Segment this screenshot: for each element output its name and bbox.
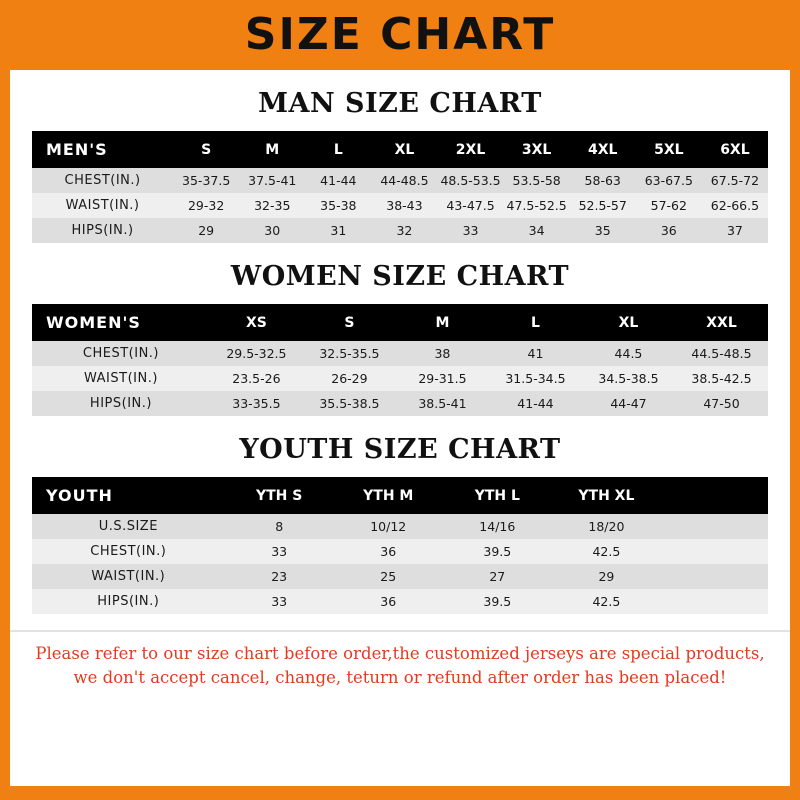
women-cell: 29-31.5 bbox=[396, 366, 489, 391]
women-cell: 38.5-41 bbox=[396, 391, 489, 416]
women-cell: 35.5-38.5 bbox=[303, 391, 396, 416]
women-cell: 47-50 bbox=[675, 391, 768, 416]
women-size-table bbox=[32, 304, 768, 416]
men-cell: 34 bbox=[504, 218, 570, 243]
men-row-label-header: MEN'S bbox=[32, 131, 173, 168]
youth-row-label: U.S.SIZE bbox=[32, 514, 225, 539]
youth-cell: 18/20 bbox=[552, 514, 661, 539]
youth-col-header: YTH L bbox=[443, 477, 552, 514]
women-col-header: S bbox=[303, 304, 396, 341]
men-cell: 32-35 bbox=[239, 193, 305, 218]
men-table-body bbox=[32, 168, 768, 243]
women-cell: 34.5-38.5 bbox=[582, 366, 675, 391]
women-cell: 38.5-42.5 bbox=[675, 366, 768, 391]
men-row-label: CHEST(IN.) bbox=[32, 168, 173, 193]
youth-cell: 36 bbox=[334, 589, 443, 614]
men-col-header: 5XL bbox=[636, 131, 702, 168]
men-cell: 37 bbox=[702, 218, 768, 243]
men-cell: 35 bbox=[570, 218, 636, 243]
men-cell: 33 bbox=[437, 218, 503, 243]
youth-col-header: YTH XL bbox=[552, 477, 661, 514]
youth-cell: 29 bbox=[552, 564, 661, 589]
table-row bbox=[32, 564, 768, 589]
youth-size-section bbox=[10, 434, 790, 614]
women-cell: 44.5-48.5 bbox=[675, 341, 768, 366]
page-title: SIZE CHART bbox=[244, 9, 556, 60]
men-cell: 29 bbox=[173, 218, 239, 243]
youth-cell-spacer bbox=[661, 589, 768, 614]
youth-cell: 14/16 bbox=[443, 514, 552, 539]
women-row-label: CHEST(IN.) bbox=[32, 341, 210, 366]
women-table-body bbox=[32, 341, 768, 416]
women-cell: 44.5 bbox=[582, 341, 675, 366]
youth-cell: 42.5 bbox=[552, 589, 661, 614]
youth-cell-spacer bbox=[661, 564, 768, 589]
women-col-header: XXL bbox=[675, 304, 768, 341]
youth-cell: 10/12 bbox=[334, 514, 443, 539]
table-row bbox=[32, 589, 768, 614]
men-cell: 67.5-72 bbox=[702, 168, 768, 193]
men-cell: 53.5-58 bbox=[504, 168, 570, 193]
table-row bbox=[32, 539, 768, 564]
youth-col-header: YTH M bbox=[334, 477, 443, 514]
youth-cell: 42.5 bbox=[552, 539, 661, 564]
youth-col-header: YTH S bbox=[225, 477, 334, 514]
youth-cell: 25 bbox=[334, 564, 443, 589]
table-row bbox=[32, 193, 768, 218]
women-col-header: M bbox=[396, 304, 489, 341]
women-cell: 26-29 bbox=[303, 366, 396, 391]
youth-size-table bbox=[32, 477, 768, 614]
youth-cell-spacer bbox=[661, 539, 768, 564]
men-size-table bbox=[32, 131, 768, 243]
youth-cell: 33 bbox=[225, 539, 334, 564]
bottom-accent-band bbox=[0, 786, 800, 800]
women-cell: 44-47 bbox=[582, 391, 675, 416]
men-section-title: MAN SIZE CHART bbox=[258, 88, 542, 119]
men-col-header: L bbox=[305, 131, 371, 168]
men-col-header: 4XL bbox=[570, 131, 636, 168]
footer-line-2: we don't accept cancel, change, teturn or refund after order has been placed! bbox=[73, 667, 727, 687]
men-cell: 44-48.5 bbox=[371, 168, 437, 193]
men-cell: 29-32 bbox=[173, 193, 239, 218]
men-cell: 38-43 bbox=[371, 193, 437, 218]
women-row-label: HIPS(IN.) bbox=[32, 391, 210, 416]
footer-line-1: Please refer to our size chart before order,the customized jerseys are special products, bbox=[35, 644, 765, 663]
women-cell: 23.5-26 bbox=[210, 366, 303, 391]
men-cell: 47.5-52.5 bbox=[504, 193, 570, 218]
youth-table-body bbox=[32, 514, 768, 614]
women-cell: 33-35.5 bbox=[210, 391, 303, 416]
youth-row-label-header: YOUTH bbox=[32, 477, 225, 514]
men-cell: 48.5-53.5 bbox=[437, 168, 503, 193]
women-row-label: WAIST(IN.) bbox=[32, 366, 210, 391]
men-header-row bbox=[32, 131, 768, 168]
men-col-header: XL bbox=[371, 131, 437, 168]
women-table-head bbox=[32, 304, 768, 341]
table-row bbox=[32, 218, 768, 243]
men-row-label: HIPS(IN.) bbox=[32, 218, 173, 243]
youth-cell: 33 bbox=[225, 589, 334, 614]
men-col-header: S bbox=[173, 131, 239, 168]
table-row bbox=[32, 514, 768, 539]
men-table-head bbox=[32, 131, 768, 168]
men-cell: 43-47.5 bbox=[437, 193, 503, 218]
men-col-header: 6XL bbox=[702, 131, 768, 168]
men-col-header: M bbox=[239, 131, 305, 168]
youth-table-head bbox=[32, 477, 768, 514]
women-header-row bbox=[32, 304, 768, 341]
youth-cell: 8 bbox=[225, 514, 334, 539]
men-cell: 58-63 bbox=[570, 168, 636, 193]
youth-row-label: CHEST(IN.) bbox=[32, 539, 225, 564]
youth-section-title: YOUTH SIZE CHART bbox=[239, 434, 561, 465]
table-row bbox=[32, 168, 768, 193]
men-cell: 35-37.5 bbox=[173, 168, 239, 193]
women-size-section bbox=[10, 261, 790, 416]
women-cell: 29.5-32.5 bbox=[210, 341, 303, 366]
men-cell: 36 bbox=[636, 218, 702, 243]
men-cell: 57-62 bbox=[636, 193, 702, 218]
youth-cell: 39.5 bbox=[443, 589, 552, 614]
youth-cell-spacer bbox=[661, 514, 768, 539]
women-cell: 41-44 bbox=[489, 391, 582, 416]
youth-cell: 36 bbox=[334, 539, 443, 564]
table-row bbox=[32, 341, 768, 366]
youth-col-header-spacer bbox=[661, 477, 768, 514]
youth-cell: 23 bbox=[225, 564, 334, 589]
men-cell: 62-66.5 bbox=[702, 193, 768, 218]
women-col-header: XS bbox=[210, 304, 303, 341]
table-row bbox=[32, 391, 768, 416]
men-cell: 31 bbox=[305, 218, 371, 243]
men-size-section bbox=[10, 88, 790, 243]
youth-cell: 39.5 bbox=[443, 539, 552, 564]
men-cell: 63-67.5 bbox=[636, 168, 702, 193]
women-cell: 31.5-34.5 bbox=[489, 366, 582, 391]
footer-disclaimer bbox=[10, 630, 790, 690]
men-cell: 30 bbox=[239, 218, 305, 243]
men-row-label: WAIST(IN.) bbox=[32, 193, 173, 218]
youth-header-row bbox=[32, 477, 768, 514]
women-row-label-header: WOMEN'S bbox=[32, 304, 210, 341]
table-row bbox=[32, 366, 768, 391]
women-section-title: WOMEN SIZE CHART bbox=[230, 261, 570, 292]
women-col-header: L bbox=[489, 304, 582, 341]
youth-cell: 27 bbox=[443, 564, 552, 589]
men-col-header: 3XL bbox=[504, 131, 570, 168]
men-cell: 52.5-57 bbox=[570, 193, 636, 218]
youth-row-label: HIPS(IN.) bbox=[32, 589, 225, 614]
women-cell: 32.5-35.5 bbox=[303, 341, 396, 366]
women-cell: 38 bbox=[396, 341, 489, 366]
header-band bbox=[0, 0, 800, 70]
women-col-header: XL bbox=[582, 304, 675, 341]
women-cell: 41 bbox=[489, 341, 582, 366]
men-cell: 32 bbox=[371, 218, 437, 243]
men-cell: 41-44 bbox=[305, 168, 371, 193]
men-col-header: 2XL bbox=[437, 131, 503, 168]
men-cell: 37.5-41 bbox=[239, 168, 305, 193]
youth-row-label: WAIST(IN.) bbox=[32, 564, 225, 589]
men-cell: 35-38 bbox=[305, 193, 371, 218]
